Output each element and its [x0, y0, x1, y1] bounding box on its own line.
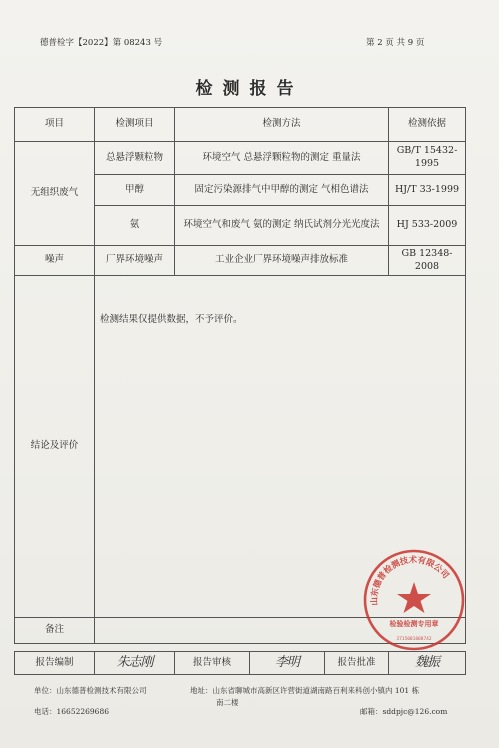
stamp-org-name: 山东德普检测技术有限公司: [368, 554, 452, 606]
footer-address-2: 南二楼: [216, 698, 239, 707]
official-seal-stamp: [362, 548, 466, 652]
table-row: [15, 246, 466, 276]
test-item-cell: 总悬浮颗粒物: [95, 142, 175, 175]
test-item-cell: 厂界环境噪声: [95, 246, 175, 276]
group-cell-fugitive-gas: 无组织废气: [15, 142, 95, 246]
footer-email: 邮箱：sddpjc@126.com: [360, 707, 448, 716]
group-cell-noise: 噪声: [15, 246, 95, 276]
method-cell: 环境空气 总悬浮颗粒物的测定 重量法: [175, 142, 389, 175]
stamp-center-text: 检验检测专用章: [389, 620, 439, 628]
basis-cell: GB/T 15432-1995: [389, 142, 466, 175]
stamp-number: 3715001808742: [396, 637, 432, 642]
method-cell: 工业企业厂界环境噪声排放标准: [175, 246, 389, 276]
conclusion-label: 结论及评价: [15, 276, 95, 618]
header-cell-project: 项目: [15, 108, 95, 142]
method-cell: 环境空气和废气 氨的测定 纳氏试剂分光光度法: [175, 206, 389, 246]
signature-table: [14, 651, 466, 675]
footer-address: 地址：山东省聊城市高新区许营街道湖南路百利来科创小镇内 101 栋: [190, 686, 420, 695]
header-cell-basis: 检测依据: [389, 108, 466, 142]
page-title: 检测报告: [195, 79, 304, 99]
table-header-row: [15, 108, 466, 142]
header-cell-test-item: 检测项目: [95, 108, 175, 142]
method-cell: 固定污染源排气中甲醇的测定 气相色谱法: [175, 175, 389, 206]
conclusion-text: 检测结果仅提供数据，不予评价。: [100, 314, 243, 325]
review-label: 报告审核: [175, 652, 250, 675]
basis-cell: GB 12348-2008: [389, 246, 466, 276]
basis-cell: HJ 533-2009: [389, 206, 466, 246]
footer-unit: 单位：山东德普检测技术有限公司: [34, 686, 147, 695]
compile-signature: 朱志刚: [95, 652, 175, 675]
header-cell-method: 检测方法: [175, 108, 389, 142]
approve-label: 报告批准: [325, 652, 389, 675]
table-row: [15, 142, 466, 175]
basis-cell: HJ/T 33-1999: [389, 175, 466, 206]
remarks-label: 备注: [15, 618, 95, 644]
page-indicator: 第 2 页 共 9 页: [366, 38, 425, 48]
test-item-cell: 甲醇: [95, 175, 175, 206]
review-signature: 李明: [250, 652, 325, 675]
star-icon: [397, 582, 431, 613]
footer-phone: 电话：16652269686: [34, 707, 109, 716]
compile-label: 报告编制: [15, 652, 95, 675]
approve-signature: 魏振: [389, 652, 466, 675]
report-number: 德普检字【2022】第 08243 号: [40, 38, 163, 48]
test-item-cell: 氨: [95, 206, 175, 246]
signature-row: [15, 652, 466, 675]
